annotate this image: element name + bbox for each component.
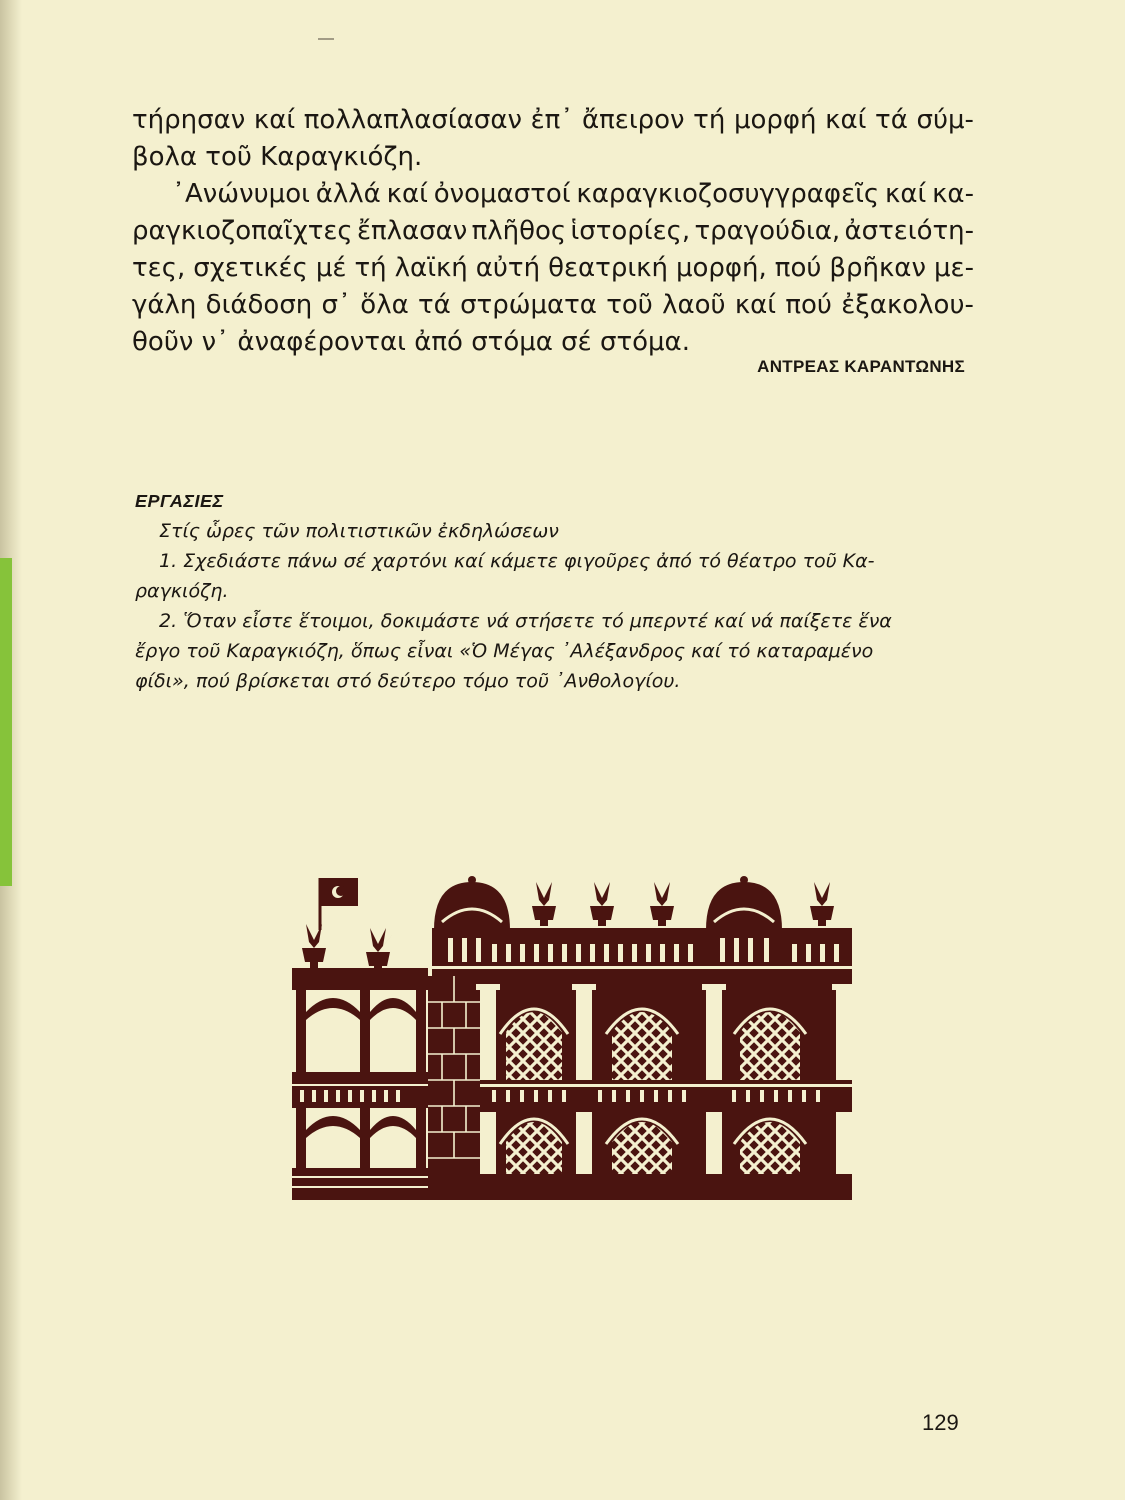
text-line: βολα τοῦ Καραγκιόζη. bbox=[132, 142, 423, 172]
lattice-window bbox=[740, 1012, 800, 1080]
tasks-heading: ΕΡΓΑΣΙΕΣ bbox=[135, 491, 224, 511]
page-mark bbox=[318, 38, 334, 40]
text-line: τες, σχετικές μέ τή λαϊκή αὐτή θεατρική μορφή, πού βρῆκαν με- bbox=[132, 253, 974, 283]
task-line: 2. Ὅταν εἶστε ἕτοιμοι, δοκιμάστε νά στήσετε τό μπερντέ καί νά παίξετε ἕνα bbox=[159, 610, 892, 632]
text-line: ραγκιοζοπαῖχτες ἔπλασαν πλῆθος ἱστορίες, τραγούδια, ἀστειότη- bbox=[132, 216, 974, 246]
task-line: ἔργο τοῦ Καραγκιόζη, ὅπως εἶναι «Ὁ Μέγας ᾽Αλέξανδρος καί τό καταραμένο bbox=[135, 640, 874, 662]
text-line: ᾽Ανώνυμοι ἀλλά καί ὀνομαστοί καραγκιοζοσυγγραφεῖς καί κα- bbox=[172, 179, 974, 209]
plant-pot-icon bbox=[807, 882, 837, 926]
task-line: Στίς ὧρες τῶν πολιτιστικῶν ἐκδηλώσεων bbox=[159, 520, 559, 542]
tasks-section bbox=[135, 486, 971, 696]
text-line: θοῦν ν᾽ ἀναφέρονται ἀπό στόμα σέ στόμα. bbox=[132, 327, 690, 357]
plant-pot-icon bbox=[587, 882, 617, 926]
karagiozis-theater-illustration bbox=[292, 872, 856, 1202]
task-line: 1. Σχεδιάστε πάνω σέ χαρτόνι καί κάμετε φιγοῦρες ἀπό τό θέατρο τοῦ Κα- bbox=[159, 550, 875, 572]
author-name: ΑΝΤΡΕΑΣ ΚΑΡΑΝΤΩΝΗΣ bbox=[757, 357, 965, 376]
plant-pot-icon bbox=[647, 882, 677, 926]
task-line: ραγκιόζη. bbox=[135, 580, 229, 602]
text-line: τήρησαν καί πολλαπλασίασαν ἐπ᾽ ἄπειρον τή μορφή καί τά σύμ- bbox=[132, 105, 974, 135]
text-line: γάλη διάδοση σ᾽ ὅλα τά στρώματα τοῦ λαοῦ καί πού ἐξακολου- bbox=[132, 290, 974, 320]
dome-right bbox=[706, 882, 782, 930]
plant-pot-icon bbox=[363, 928, 393, 972]
plant-pot-icon bbox=[299, 924, 329, 968]
dome-left bbox=[434, 882, 510, 930]
main-paragraphs bbox=[132, 102, 974, 361]
task-line: φίδι», πού βρίσκεται στό δεύτερο τόμο τοῦ ᾽Ανθολογίου. bbox=[135, 670, 681, 692]
page-number: 129 bbox=[922, 1410, 959, 1435]
lattice-window bbox=[506, 1012, 562, 1080]
green-edge-tab bbox=[0, 558, 12, 886]
plant-pot-icon bbox=[529, 882, 559, 926]
lattice-window bbox=[612, 1012, 672, 1080]
